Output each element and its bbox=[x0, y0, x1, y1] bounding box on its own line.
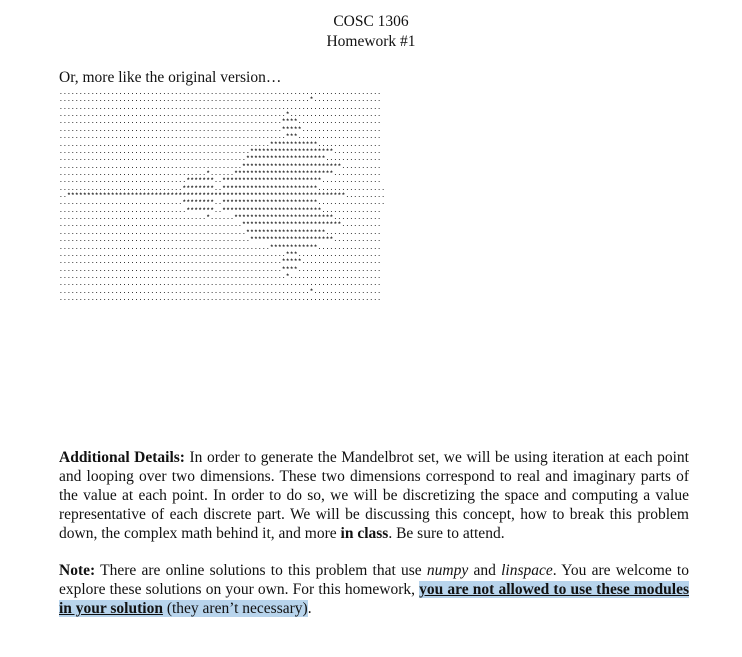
restriction-aside-highlight: (they aren’t necessary) bbox=[162, 600, 308, 617]
document-header bbox=[0, 12, 742, 52]
additional-details-paragraph bbox=[59, 448, 689, 543]
restriction-highlight: you are not allowed to use these modules in your solution bbox=[59, 581, 689, 617]
assignment-title: Homework #1 bbox=[326, 33, 416, 50]
note-text-3: . You are welcome to explore these solutions on your own. For this homework, bbox=[59, 562, 689, 598]
linspace-term: linspace bbox=[501, 562, 553, 579]
additional-details-text: In order to generate the Mandelbrot set, we will be using iteration at each point and looping over two dimensions. These two dimensions correspond to real and imaginary parts of the value at each point. In order to do so, we will be discretizing the space and computing a value representative of each discrete part. We will be discussing this concept, how to break this problem down, the complex math behind it, and more bbox=[59, 449, 689, 542]
in-class-emphasis: in class bbox=[340, 525, 389, 542]
additional-details-closing: . Be sure to attend. bbox=[388, 525, 505, 542]
mandelbrot-ascii-art: ................................................................................. ...............................................................*................. ................................................................................. .........................................................*....................... ........................................................****..................... ........................................................*****.................... .........................................................***..................... .....................................................************................ ................................................*********************............ ...............................................********************.............. ..............................................*************************.......... .....................................*......*************************............ ................................*******..*************************............... ...............................********..************************................. ..**********************************************************************.......... ...............................********..************************................. ................................*******..*************************............... .....................................*......*************************............ ..............................................*************************.......... ...............................................********************.............. ................................................*********************............ .....................................................************................ .........................................................***..................... ........................................................*****.................... ........................................................****..................... .........................................................*....................... ................................................................................. ...............................................................*................. ................................................................................. bbox=[59, 89, 386, 303]
numpy-term: numpy bbox=[426, 562, 469, 579]
intro-line: Or, more like the original version… bbox=[59, 69, 282, 86]
note-end: . bbox=[307, 600, 312, 617]
note-text-2: and bbox=[468, 562, 502, 579]
note-paragraph bbox=[59, 561, 689, 618]
course-code: COSC 1306 bbox=[333, 13, 409, 30]
note-label: Note: bbox=[59, 562, 96, 579]
additional-details-label: Additional Details: bbox=[59, 449, 185, 466]
note-text-1: There are online solutions to this problem that use bbox=[95, 562, 427, 579]
